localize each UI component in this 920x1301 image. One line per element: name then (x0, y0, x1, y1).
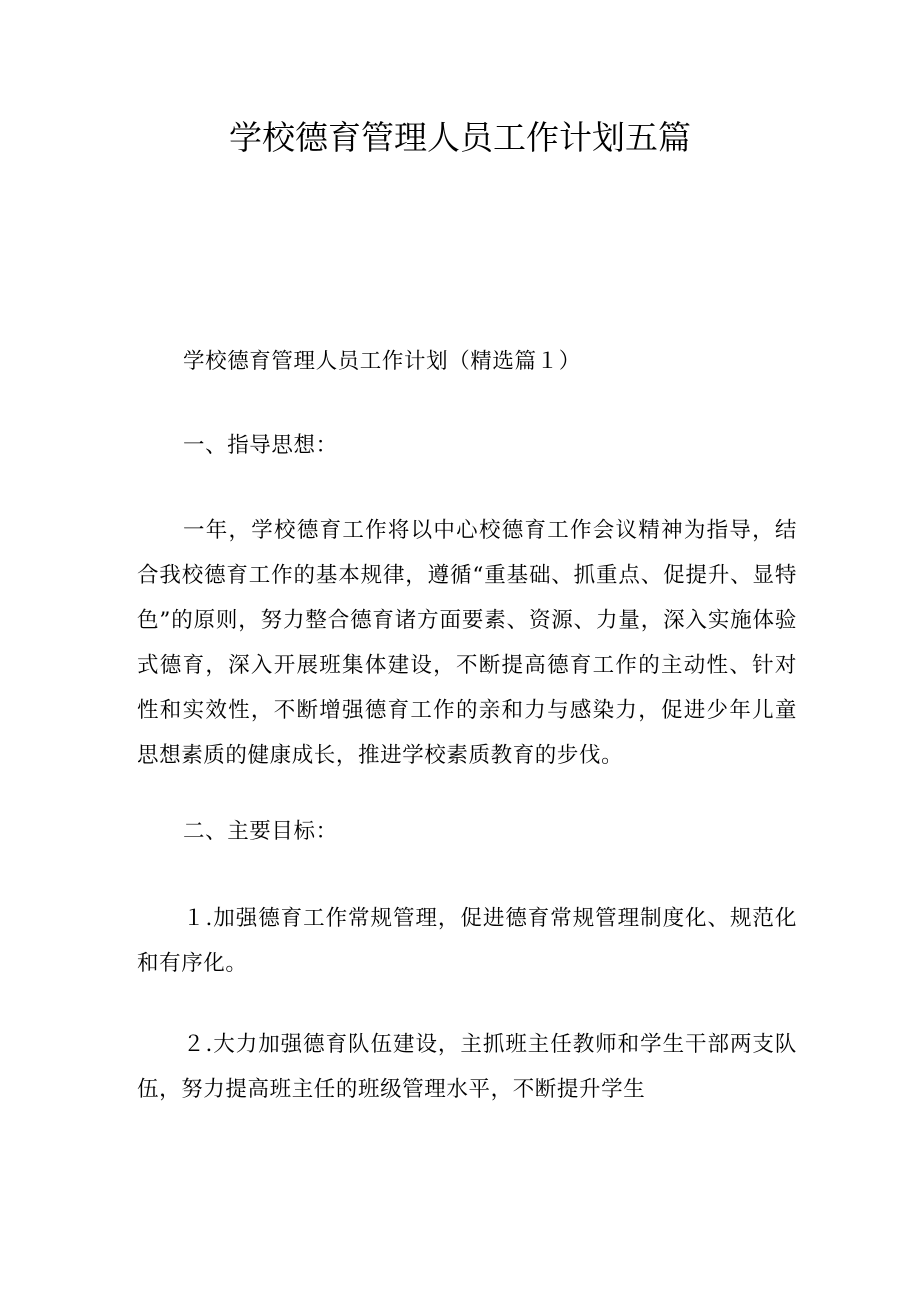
part1-heading: 一、指导思想： (183, 433, 338, 458)
part2-heading: 二、主要目标： (183, 819, 338, 844)
section-heading: 学校德育管理人员工作计划（精选篇１） (183, 349, 581, 374)
goal-item-2: ２.大力加强德育队伍建设，主抓班主任教师和学生干部两支队伍，努力提高班主任的班级管理水平，不断提升学生 (137, 1032, 797, 1102)
part1-body: 一年，学校德育工作将以中心校德育工作会议精神为指导，结合我校德育工作的基本规律，遵循“重基础、抓重点、促提升、显特色”的原则，努力整合德育诸方面要素、资源、力量，深入实施体验式德育，深入开展班集体建设，不断提高德育工作的主动性、针对性和实效性，不断增强德育工作的亲和力与感染力，促进少年儿童思想素质的健康成长，推进学校素质教育的步伐。 (137, 518, 797, 768)
document-title: 学校德育管理人员工作计划五篇 (229, 118, 691, 157)
goal-item-1: １.加强德育工作常规管理，促进德育常规管理制度化、规范化和有序化。 (137, 906, 797, 976)
